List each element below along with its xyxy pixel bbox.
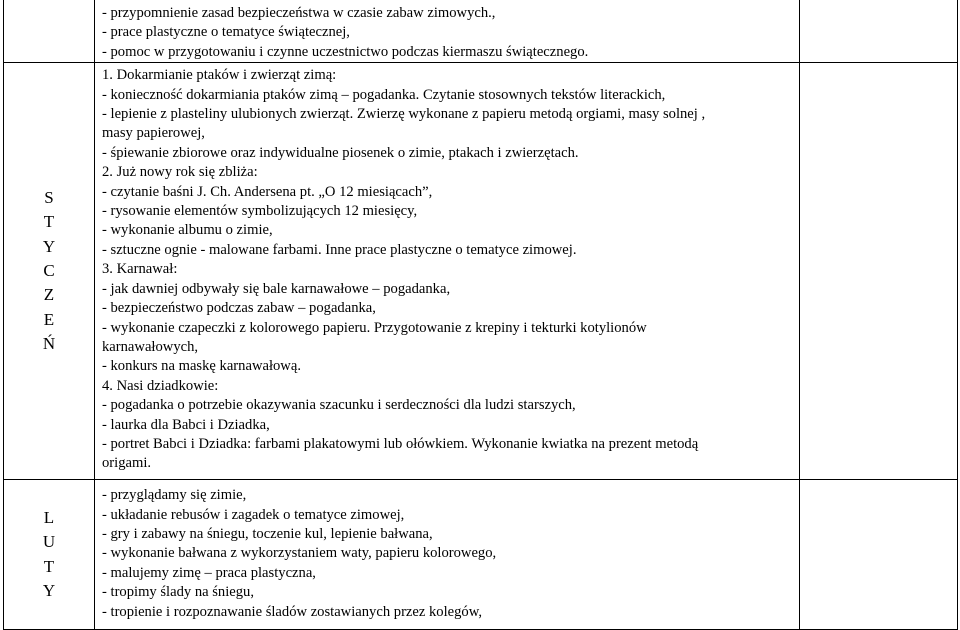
- activity-line: - przypomnienie zasad bezpieczeństwa w czasie zabaw zimowych.,: [102, 5, 496, 21]
- activity-line: masy papierowej,: [102, 125, 205, 142]
- activities-cell-february: [95, 480, 800, 630]
- activity-line: 3. Karnawał:: [102, 261, 178, 278]
- activity-line: - bezpieczeństwo podczas zabaw – pogadanka,: [102, 300, 376, 317]
- month-cell-february: [4, 480, 95, 630]
- month-letter: S: [44, 187, 54, 207]
- activity-line: - tropienie i rozpoznawanie śladów zostawianych przez kolegów,: [102, 603, 482, 620]
- activity-line: origami.: [102, 455, 152, 472]
- activity-line: - czytanie baśni J. Ch. Andersena pt. „O 12 miesiącach”,: [102, 183, 433, 200]
- activities-cell-january: [95, 63, 800, 480]
- activity-line: 4. Nasi dziadkowie:: [102, 377, 219, 394]
- activity-line: - przyglądamy się zimie,: [102, 487, 247, 504]
- activity-line: - śpiewanie zbiorowe oraz indywidualne piosenek o zimie, ptakach i zwierzętach.: [102, 144, 579, 161]
- month-letter: Y: [42, 581, 56, 601]
- activity-line: - wykonanie bałwana z wykorzystaniem waty, papieru kolorowego,: [102, 545, 497, 562]
- activity-line: - rysowanie elementów symbolizujących 12 miesięcy,: [102, 203, 418, 220]
- month-cell-empty: [4, 0, 95, 63]
- month-letter: T: [43, 212, 55, 232]
- notes-cell: [800, 63, 958, 480]
- notes-cell: [800, 480, 958, 630]
- notes-cell: [800, 0, 958, 63]
- activity-line: - jak dawniej odbywały się bale karnawałowe – pogadanka,: [102, 280, 451, 297]
- month-letter: Z: [43, 285, 55, 305]
- activity-line: - prace plastyczne o tematyce świątecznej,: [102, 24, 350, 41]
- activity-line: - wykonanie albumu o zimie,: [102, 222, 273, 239]
- month-letter: E: [43, 309, 55, 329]
- activity-line: - układanie rebusów i zagadek o tematyce zimowej,: [102, 506, 405, 523]
- activity-line: - tropimy ślady na śniegu,: [102, 584, 254, 601]
- month-letter: Y: [42, 236, 56, 256]
- table-row-january: [4, 63, 958, 480]
- activity-line: - portret Babci i Dziadka: farbami plakatowymi lub ołówkiem. Wykonanie kwiatka na prezent metodą: [102, 435, 699, 452]
- month-letter: L: [43, 507, 55, 527]
- month-letter: U: [42, 532, 56, 552]
- table-row-february: [4, 480, 958, 630]
- activity-line: - gry i zabawy na śniegu, toczenie kul, lepienie bałwana,: [102, 526, 433, 543]
- activity-line: - pogadanka o potrzebie okazywania szacunku i serdeczności dla ludzi starszych,: [102, 397, 576, 414]
- activities-cell-december: [95, 0, 800, 63]
- activity-plan-table: [3, 0, 958, 630]
- activity-line: - konkurs na maskę karnawałową.: [102, 358, 301, 375]
- month-letter: C: [43, 261, 55, 281]
- activity-line: - laurka dla Babci i Dziadka,: [102, 416, 270, 433]
- table-row-december-end: [4, 0, 958, 63]
- activity-line: - konieczność dokarmiania ptaków zimą – pogadanka. Czytanie stosownych tekstów literackich,: [102, 86, 666, 103]
- activity-line: karnawałowych,: [102, 338, 199, 355]
- activity-line: - lepienie z plasteliny ulubionych zwierząt. Zwierzę wykonane z papieru metodą orgiami, masy solnej ,: [102, 106, 706, 123]
- activity-line: - wykonanie czapeczki z kolorowego papieru. Przygotowanie z krepiny i tekturki kotylionów: [102, 319, 647, 336]
- activity-line: 2. Już nowy rok się zbliża:: [102, 164, 258, 181]
- month-letter: Ń: [42, 334, 56, 354]
- activity-line: - sztuczne ognie - malowane farbami. Inne prace plastyczne o tematyce zimowej.: [102, 241, 577, 258]
- activity-line: - malujemy zimę – praca plastyczna,: [102, 564, 316, 581]
- month-letter: T: [43, 556, 55, 576]
- month-cell-january: [4, 63, 95, 480]
- activity-line: - pomoc w przygotowaniu i czynne uczestnictwo podczas kiermaszu świątecznego.: [102, 43, 589, 60]
- activity-line: 1. Dokarmianie ptaków i zwierząt zimą:: [102, 67, 337, 84]
